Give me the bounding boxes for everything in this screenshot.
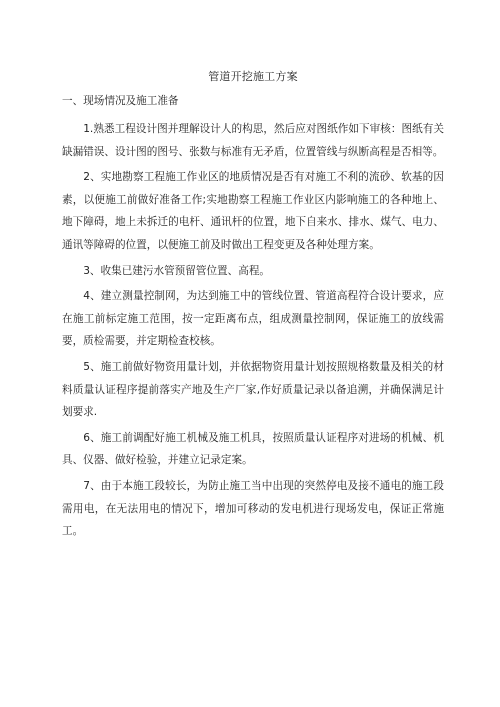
document-page xyxy=(62,68,444,546)
paragraph-4: 4、建立测量控制网，为达到施工中的管线位置、管道高程符合设计要求，应在施工前标定施工范围，按一定距离布点，组成测量控制网，保证施工的放线需要，质检需要，并定期检查校核。 xyxy=(62,290,444,348)
paragraph-1: 1.熟悉工程设计图并理解设计人的构思，然后应对图纸作如下审核：图纸有关缺漏错误、设计图的图号、张数与标准有无矛盾，位置管线与纵断高程是否相等。 xyxy=(62,123,444,158)
paragraph-5: 5、施工前做好物资用量计划，并依据物资用量计划按照规格数量及相关的材料质量认证程序提前落实产地及生产厂家,作好质量记录以备追溯，并确保满足计划要求. xyxy=(62,360,444,419)
section-heading: 一、现场情况及施工准备 xyxy=(62,95,179,107)
paragraph-3: 3、收集已建污水管预留管位置、高程。 xyxy=(83,264,271,277)
paragraph-2: 2、实地勘察工程施工作业区的地质情况是否有对施工不利的流砂、软基的因素，以便施工前做好准备工作;实地勘察工程施工作业区内影响施工的各种地上、地下障碍，地上未拆迁的电杆、通讯杆的位置，地下自来水、排水、煤气、电力、通讯等障碍的位置，以便施工前及时做出工程变更及各种处理方案。 xyxy=(62,171,444,251)
paragraph-7: 7、由于本施工段较长，为防止施工当中出现的突然停电及接不通电的施工段需用电，在无法用电的情况下，增加可移动的发电机进行现场发电，保证正常施工。 xyxy=(62,479,444,538)
paragraph-6: 6、施工前调配好施工机械及施工机具，按照质量认证程序对进场的机械、机具、仪器、做好检验，并建立记录定案。 xyxy=(62,431,444,467)
document-title: 管道开挖施工方案 xyxy=(208,70,298,83)
